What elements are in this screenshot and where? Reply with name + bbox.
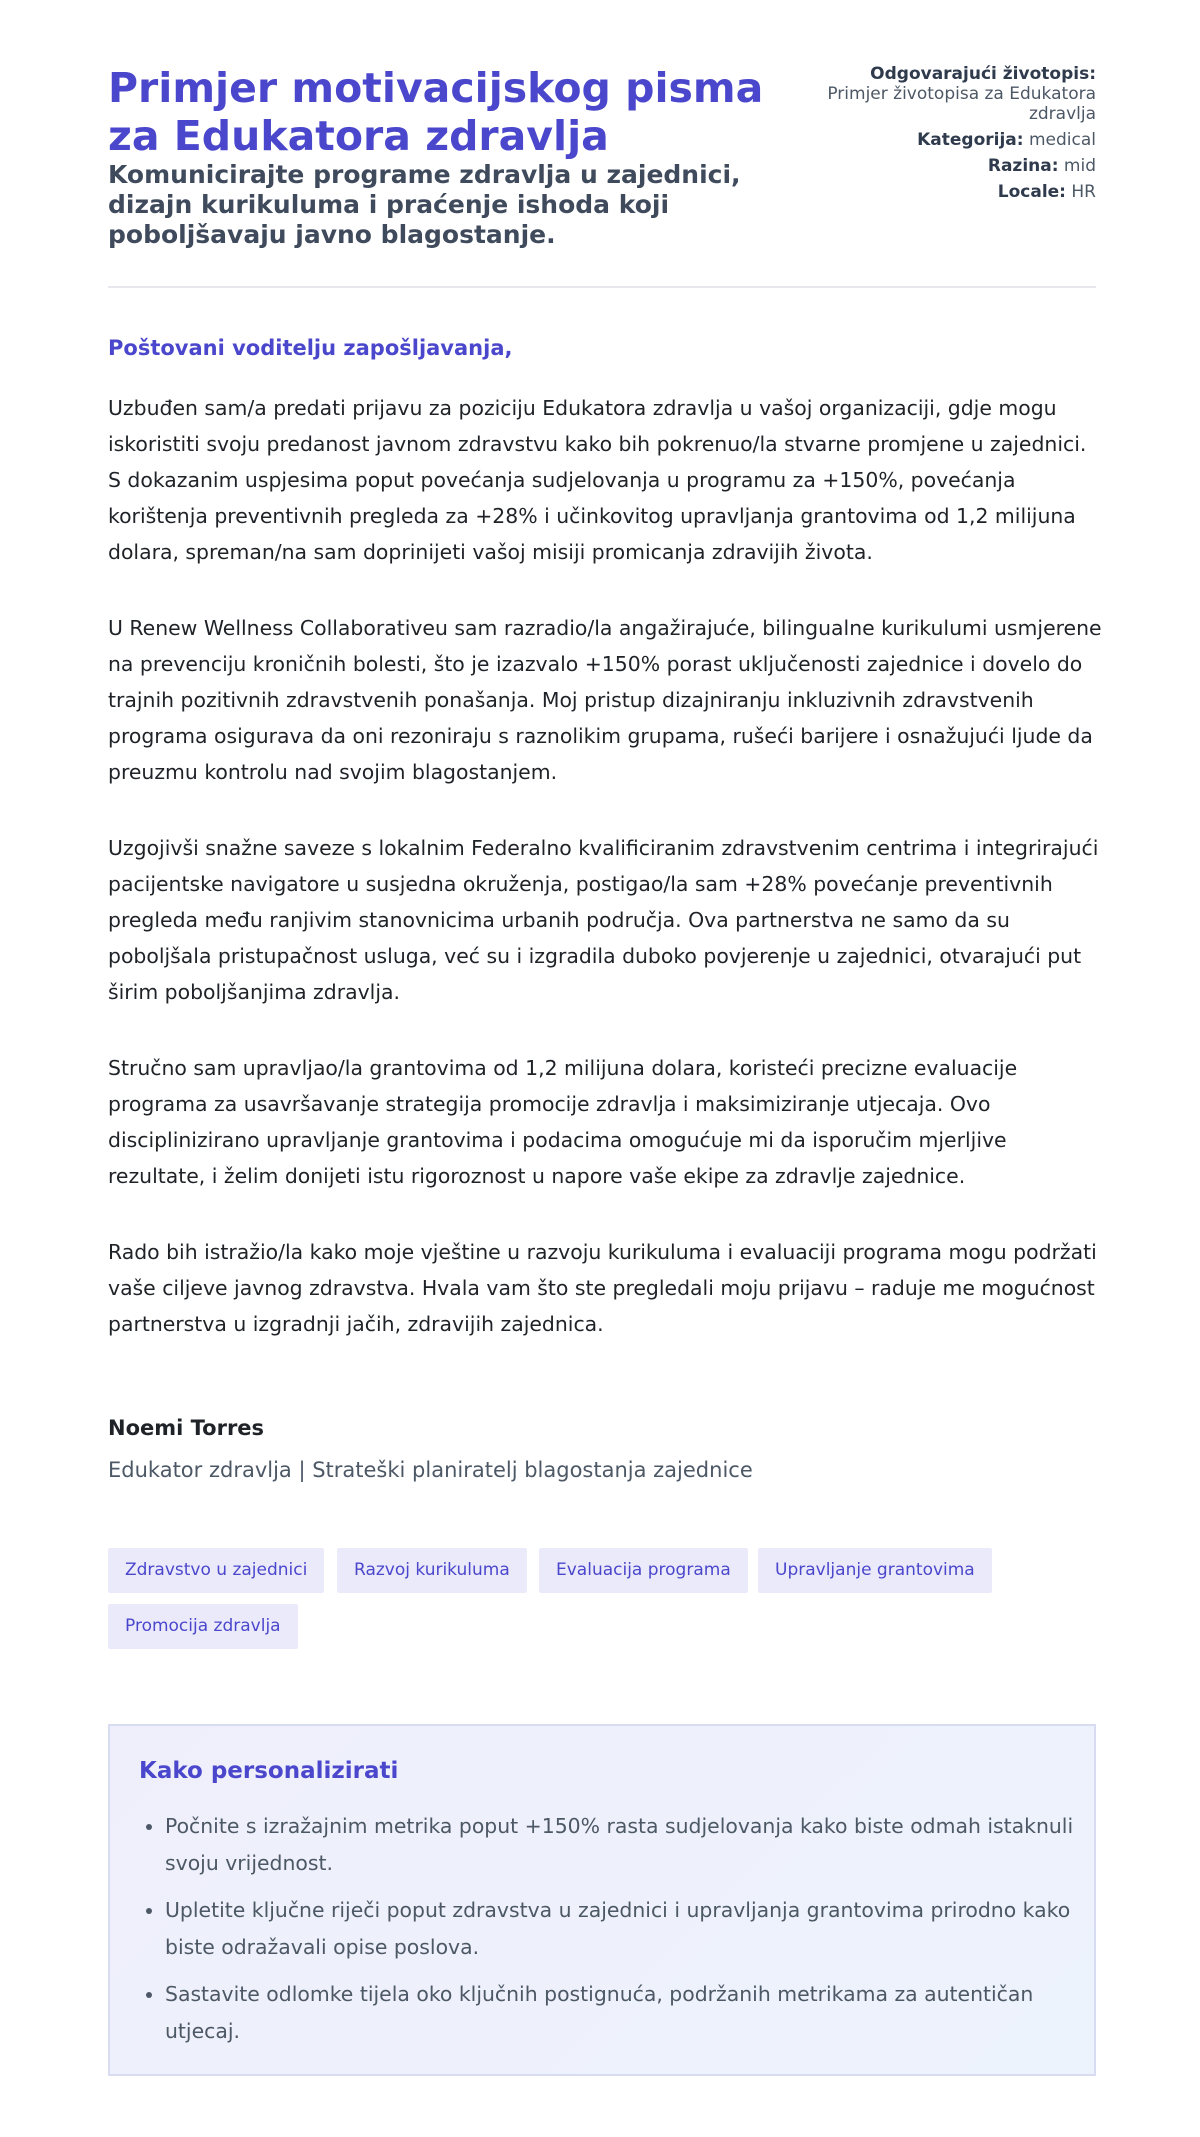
letter-paragraph-2: U Renew Wellness Collaborativeu sam razradio/la angažirajuće, bilingualne kurikulumi usmjerene na prevenciju kroničnih bolesti, što je izazvalo +150% porast uključenosti zajednice i dovelo do trajnih pozitivnih zdravstvenih ponašanja. Moj pristup dizajniranju inkluzivnih zdravstvenih programa osigurava da oni rezoniraju s raznolikim grupama, rušeći barijere i osnažujući ljude da preuzmu kontrolu nad svojim blagostanjem. xyxy=(108,616,1102,784)
letter-paragraph-1: Uzbuđen sam/a predati prijavu za poziciju Edukatora zdravlja u vašoj organizaciji, gdje mogu iskoristiti svoju predanost javnom zdravstvu kako bih pokrenuo/la stvarne promjene u zajednici. S dokazanim uspjesima poput povećanja sudjelovanja u programu za +150%, povećanja korištenja preventivnih pregleda za +28% i učinkovitog upravljanja grantovima od 1,2 milijuna dolara, spreman/na sam doprinijeti vašoj misiji promicanja zdravijih života. xyxy=(108,396,1087,564)
tag-zdravstvo-u-zajednici[interactable]: Zdravstvo u zajednici xyxy=(108,1548,324,1593)
meta-level-value: mid xyxy=(1063,156,1096,176)
meta-resume-link[interactable]: Primjer životopisa za Edukatora zdravlja xyxy=(827,84,1096,124)
meta-locale-label: Locale: xyxy=(997,182,1066,202)
meta-resume xyxy=(796,64,1096,124)
meta-level-label: Razina: xyxy=(987,156,1059,176)
tips-list xyxy=(139,1808,1085,2060)
letter-paragraph-5: Rado bih istražio/la kako moje vještine u razvoju kurikuluma i evaluaciji programa mogu podržati vaše ciljeve javnog zdravstva. Hvala vam što ste pregledali moju prijavu – raduje me mogućnost partnerstva u izgradnji jačih, zdravijih zajednica. xyxy=(108,1240,1097,1336)
tag-evaluacija-programa[interactable]: Evaluacija programa xyxy=(539,1548,748,1593)
letter-salutation: Poštovani voditelju zapošljavanja, xyxy=(108,336,513,360)
tag-promocija-zdravlja[interactable]: Promocija zdravlja xyxy=(108,1604,298,1649)
tag-razvoj-kurikuluma[interactable]: Razvoj kurikuluma xyxy=(337,1548,527,1593)
letter-paragraph-4: Stručno sam upravljao/la grantovima od 1,2 milijuna dolara, koristeći precizne evaluacije programa za usavršavanje strategija promocije zdravlja i maksimiziranje utjecaja. Ovo disciplinizirano upravljanje grantovima i podacima omogućuje mi da isporučim mjerljive rezultate, i želim donijeti istu rigoroznost u napore vaše ekipe za zdravlje zajednice. xyxy=(108,1056,1018,1188)
tip-item: • Upletite ključne riječi poput zdravstva u zajednici i upravljanja grantovima prirodno kako biste odražavali opise poslova. xyxy=(165,1892,1085,1966)
meta-category-label: Kategorija: xyxy=(917,130,1024,150)
meta-resume-label: Odgovarajući životopis: xyxy=(870,64,1096,84)
signature-name: Noemi Torres xyxy=(108,1416,265,1440)
tips-title: Kako personalizirati xyxy=(139,1758,399,1784)
meta-level xyxy=(796,156,1096,176)
page-title: Primjer motivacijskog pisma za Edukatora zdravlja xyxy=(108,64,764,160)
meta-category xyxy=(796,130,1096,150)
meta-panel xyxy=(796,64,1096,202)
meta-category-value: medical xyxy=(1028,130,1096,150)
signature-title: Edukator zdravlja | Strateški planiratelj blagostanja zajednice xyxy=(108,1458,753,1482)
page-subtitle: Komunicirajte programe zdravlja u zajednici, dizajn kurikuluma i praćenje ishoda koji poboljšavaju javno blagostanje. xyxy=(108,160,741,249)
tip-item: • Sastavite odlomke tijela oko ključnih postignuća, podržanih metrikama za autentičan utjecaj. xyxy=(165,1976,1085,2050)
personalization-tips-box xyxy=(108,1724,1096,2076)
letter-paragraph-3: Uzgojivši snažne saveze s lokalnim Federalno kvalificiranim zdravstvenim centrima i integrirajući pacijentske navigatore u susjedna okruženja, postigao/la sam +28% povećanje preventivnih pregleda među ranjivim stanovnicima urbanih područja. Ova partnerstva ne samo da su poboljšala pristupačnost usluga, već su i izgradila duboko povjerenje u zajednici, otvarajući put širim poboljšanjima zdravlja. xyxy=(108,836,1099,1004)
meta-locale xyxy=(796,182,1096,202)
tag-upravljanje-grantovima[interactable]: Upravljanje grantovima xyxy=(758,1548,992,1593)
cover-letter-page xyxy=(108,0,1102,2043)
tip-item: • Počnite s izražajnim metrika poput +150% rasta sudjelovanja kako biste odmah istaknuli svoju vrijednost. xyxy=(165,1808,1085,1882)
page-header xyxy=(108,0,1096,288)
meta-locale-value: HR xyxy=(1071,182,1096,202)
